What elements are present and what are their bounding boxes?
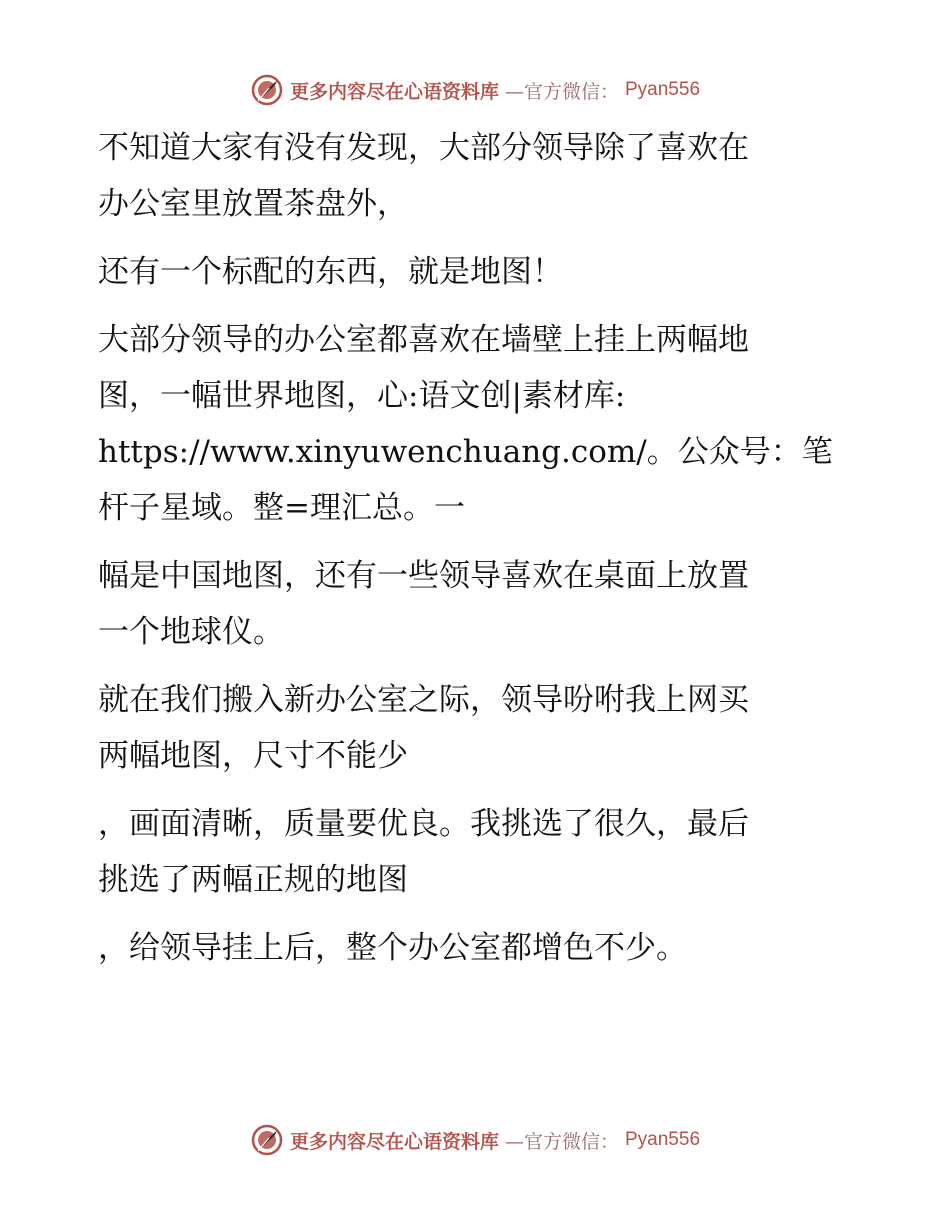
text-line: 就在我们搬入新办公室之际，领导吩咐我上网买 (98, 682, 749, 718)
text-line: ，给领导挂上后，整个办公室都增色不少。 (98, 930, 687, 966)
document-body (98, 120, 838, 988)
text-line: https://www.xinyuwenchuang.com/。公众号：笔 (98, 434, 833, 470)
paragraph (98, 312, 838, 536)
header-banner (0, 70, 950, 110)
paragraph (98, 920, 838, 976)
wechat-id: Pyan556 (625, 79, 701, 100)
paragraph (98, 120, 838, 232)
text-line: ，画面清晰，质量要优良。我挑选了很久，最后 (98, 806, 749, 842)
banner-separator: —官方微信： (504, 1130, 619, 1153)
quill-pen-seal-icon (250, 73, 284, 107)
text-line: 大部分领导的办公室都喜欢在墙壁上挂上两幅地 (98, 322, 749, 358)
paragraph (98, 672, 838, 784)
wechat-id: Pyan556 (625, 1129, 701, 1150)
paragraph (98, 796, 838, 908)
text-line: 图，一幅世界地图，心:语文创|素材库: (98, 378, 626, 414)
text-line: 杆子星域。整=理汇总。一 (98, 490, 465, 526)
banner-text: 更多内容尽在心语资料库 (289, 80, 499, 103)
text-line: 办公室里放置茶盘外， (98, 186, 408, 222)
text-line: 一个地球仪。 (98, 614, 284, 650)
text-line: 还有一个标配的东西，就是地图！ (98, 254, 563, 290)
paragraph (98, 244, 838, 300)
paragraph (98, 548, 838, 660)
banner-separator: —官方微信： (504, 80, 619, 103)
footer-banner (0, 1120, 950, 1160)
quill-pen-seal-icon (250, 1123, 284, 1157)
text-line: 挑选了两幅正规的地图 (98, 862, 408, 898)
text-line: 两幅地图，尺寸不能少 (98, 738, 408, 774)
text-line: 不知道大家有没有发现，大部分领导除了喜欢在 (98, 130, 749, 166)
banner-text: 更多内容尽在心语资料库 (289, 1130, 499, 1153)
text-line: 幅是中国地图，还有一些领导喜欢在桌面上放置 (98, 558, 749, 594)
